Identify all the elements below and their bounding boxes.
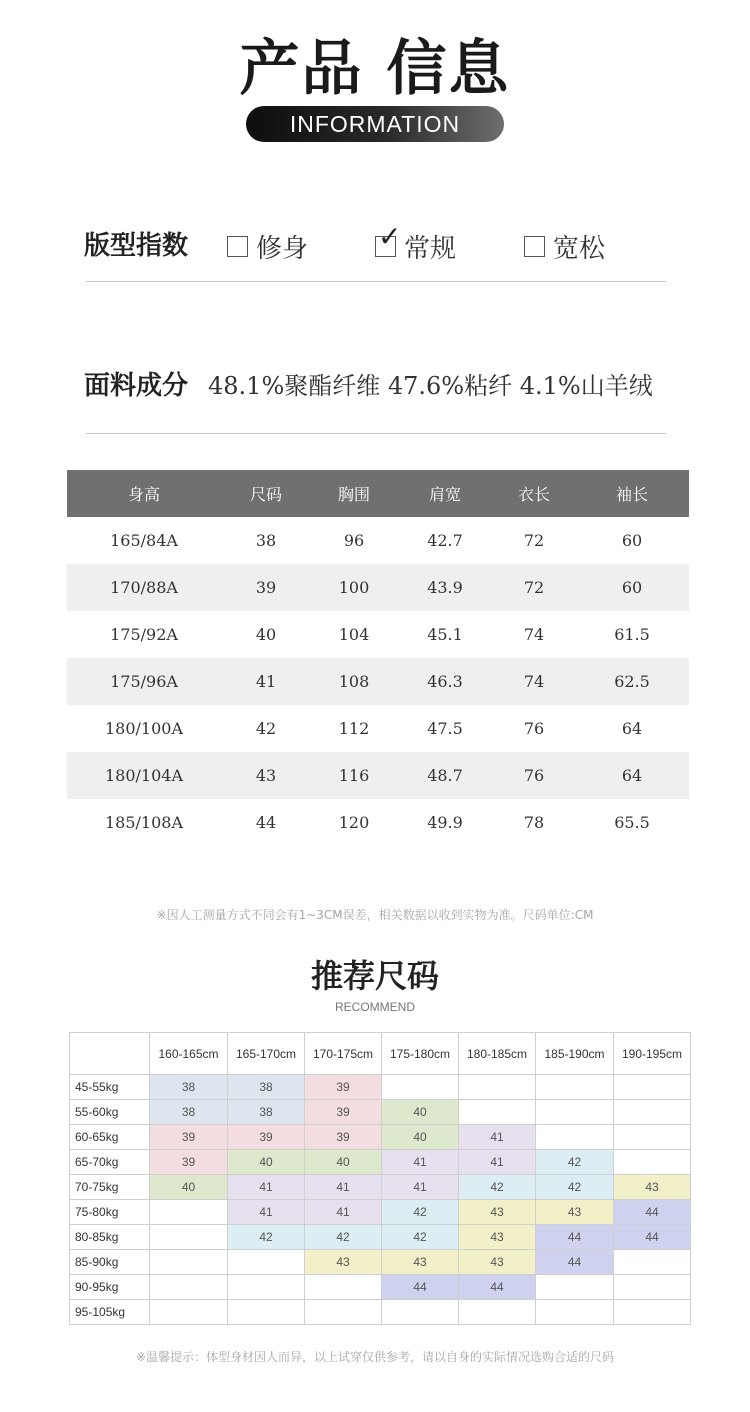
table-row bbox=[67, 658, 689, 705]
grid-row bbox=[70, 1275, 691, 1300]
table-cell: 60 bbox=[575, 564, 689, 611]
size-cell bbox=[459, 1075, 536, 1100]
size-cell bbox=[536, 1100, 614, 1125]
size-cell bbox=[614, 1150, 691, 1175]
table-cell: 60 bbox=[621, 531, 643, 550]
weight-label: 70-75kg bbox=[70, 1175, 150, 1200]
grid-row bbox=[70, 1100, 691, 1125]
size-cell bbox=[150, 1275, 228, 1300]
table-cell: 78 bbox=[523, 813, 545, 832]
size-cell: 44 bbox=[536, 1250, 614, 1275]
table-cell: 112 bbox=[338, 719, 370, 738]
table-cell: 76 bbox=[493, 752, 575, 799]
table-row bbox=[67, 799, 689, 846]
grid-row bbox=[70, 1225, 691, 1250]
fit-option-label: 宽松 bbox=[553, 233, 606, 264]
size-cell: 41 bbox=[228, 1200, 305, 1225]
size-cell bbox=[536, 1275, 614, 1300]
size-cell bbox=[536, 1075, 614, 1100]
size-cell bbox=[150, 1200, 228, 1225]
table-cell: 39 bbox=[221, 564, 311, 611]
size-cell: 43 bbox=[382, 1250, 459, 1275]
size-cell bbox=[614, 1250, 691, 1275]
column-header: 衣长 bbox=[493, 470, 575, 517]
weight-label: 65-70kg bbox=[70, 1150, 150, 1175]
size-cell: 43 bbox=[305, 1250, 382, 1275]
weight-label: 90-95kg bbox=[70, 1275, 150, 1300]
size-cell bbox=[150, 1250, 228, 1275]
size-cell: 41 bbox=[459, 1125, 536, 1150]
size-cell: 39 bbox=[150, 1150, 228, 1175]
recommend-subtitle: RECOMMEND bbox=[335, 1000, 415, 1014]
size-cell bbox=[614, 1075, 691, 1100]
size-spec-table bbox=[67, 470, 689, 846]
table-cell: 41 bbox=[221, 658, 311, 705]
grid-body bbox=[70, 1075, 691, 1325]
size-cell: 43 bbox=[459, 1225, 536, 1250]
fit-option-label: 常规 bbox=[404, 233, 457, 264]
table-cell: 104 bbox=[338, 625, 370, 644]
size-cell: 44 bbox=[614, 1225, 691, 1250]
size-cell: 42 bbox=[382, 1200, 459, 1225]
table-cell: 185/108A bbox=[104, 813, 184, 832]
weight-label: 85-90kg bbox=[70, 1250, 150, 1275]
fit-option-regular[interactable] bbox=[375, 219, 457, 268]
table-cell: 46.3 bbox=[397, 658, 493, 705]
grid-row bbox=[70, 1250, 691, 1275]
weight-label: 75-80kg bbox=[70, 1200, 150, 1225]
table-cell: 48.7 bbox=[397, 752, 493, 799]
size-cell: 42 bbox=[305, 1225, 382, 1250]
table-cell: 180/100A bbox=[104, 719, 184, 738]
size-cell: 40 bbox=[382, 1125, 459, 1150]
size-cell bbox=[614, 1275, 691, 1300]
size-cell bbox=[459, 1100, 536, 1125]
table-cell: 49.9 bbox=[427, 813, 463, 832]
size-cell: 41 bbox=[382, 1150, 459, 1175]
size-cell: 38 bbox=[150, 1075, 228, 1100]
weight-label: 55-60kg bbox=[70, 1100, 150, 1125]
divider bbox=[86, 281, 666, 282]
fabric-row bbox=[84, 364, 704, 408]
fit-index-row bbox=[84, 219, 668, 268]
size-cell: 39 bbox=[150, 1125, 228, 1150]
weight-label: 60-65kg bbox=[70, 1125, 150, 1150]
table-cell: 43.9 bbox=[397, 564, 493, 611]
grid-row bbox=[70, 1075, 691, 1100]
height-header: 180-185cm bbox=[459, 1033, 536, 1075]
table-cell: 43 bbox=[221, 752, 311, 799]
size-cell: 40 bbox=[228, 1150, 305, 1175]
size-cell: 39 bbox=[305, 1075, 382, 1100]
column-header: 尺码 bbox=[221, 470, 311, 517]
size-cell bbox=[536, 1125, 614, 1150]
fit-option-loose[interactable] bbox=[524, 224, 605, 268]
table-cell: 44 bbox=[255, 813, 277, 832]
size-cell: 44 bbox=[614, 1200, 691, 1225]
size-cell bbox=[614, 1100, 691, 1125]
size-cell bbox=[305, 1300, 382, 1325]
size-cell bbox=[228, 1250, 305, 1275]
table-cell: 165/84A bbox=[110, 531, 178, 550]
divider bbox=[86, 433, 666, 434]
fabric-label: 面料成分 bbox=[84, 371, 189, 401]
table-cell: 42.7 bbox=[427, 531, 463, 550]
checkmark-icon: ✓ bbox=[378, 219, 402, 253]
weight-label: 95-105kg bbox=[70, 1300, 150, 1325]
size-cell: 44 bbox=[459, 1275, 536, 1300]
table-cell: 180/104A bbox=[67, 752, 221, 799]
grid-row bbox=[70, 1300, 691, 1325]
fit-option-label: 修身 bbox=[256, 233, 309, 264]
table-cell: 72 bbox=[523, 531, 545, 550]
height-header: 170-175cm bbox=[305, 1033, 382, 1075]
checkbox-checked-icon bbox=[375, 219, 402, 257]
size-cell bbox=[228, 1300, 305, 1325]
tip-note: ※温馨提示：体型身材因人而异，以上试穿仅供参考，请以自身的实际情况选购合适的尺码 bbox=[135, 1350, 615, 1364]
size-cell bbox=[150, 1300, 228, 1325]
size-cell: 38 bbox=[228, 1100, 305, 1125]
size-cell: 42 bbox=[536, 1175, 614, 1200]
table-cell: 76 bbox=[523, 719, 545, 738]
size-cell: 44 bbox=[536, 1225, 614, 1250]
table-row bbox=[67, 611, 689, 658]
size-cell bbox=[614, 1125, 691, 1150]
table-cell: 175/96A bbox=[67, 658, 221, 705]
grid-corner bbox=[70, 1033, 150, 1075]
size-cell bbox=[614, 1300, 691, 1325]
size-cell: 41 bbox=[382, 1175, 459, 1200]
size-cell bbox=[459, 1300, 536, 1325]
size-cell bbox=[382, 1300, 459, 1325]
table-row bbox=[67, 564, 689, 611]
size-cell: 39 bbox=[228, 1125, 305, 1150]
table-header-row bbox=[67, 470, 689, 517]
size-cell: 41 bbox=[305, 1175, 382, 1200]
column-header: 肩宽 bbox=[397, 470, 493, 517]
size-cell: 41 bbox=[459, 1150, 536, 1175]
table-row bbox=[67, 705, 689, 752]
table-row bbox=[67, 517, 689, 564]
column-header: 袖长 bbox=[575, 470, 689, 517]
table-cell: 116 bbox=[311, 752, 397, 799]
size-cell: 39 bbox=[305, 1125, 382, 1150]
measurement-note: ※因人工测量方式不同会有1~3CM误差，相关数据以收到实物为准。尺码单位:CM bbox=[156, 908, 594, 922]
size-cell: 42 bbox=[536, 1150, 614, 1175]
height-header: 160-165cm bbox=[150, 1033, 228, 1075]
weight-label: 80-85kg bbox=[70, 1225, 150, 1250]
table-cell: 65.5 bbox=[614, 813, 650, 832]
checkbox-icon bbox=[524, 236, 545, 257]
table-cell: 47.5 bbox=[427, 719, 463, 738]
weight-label: 45-55kg bbox=[70, 1075, 150, 1100]
size-cell: 42 bbox=[459, 1175, 536, 1200]
column-header: 身高 bbox=[67, 470, 221, 517]
size-cell: 42 bbox=[228, 1225, 305, 1250]
size-cell: 43 bbox=[536, 1200, 614, 1225]
table-cell: 74 bbox=[523, 625, 545, 644]
page-title: 产品 信息 bbox=[239, 34, 511, 104]
table-cell: 61.5 bbox=[614, 625, 650, 644]
column-header: 胸围 bbox=[311, 470, 397, 517]
size-cell bbox=[305, 1275, 382, 1300]
table-cell: 40 bbox=[255, 625, 277, 644]
recommend-size-grid bbox=[69, 1032, 691, 1325]
table-cell: 42 bbox=[255, 719, 277, 738]
grid-row bbox=[70, 1175, 691, 1200]
size-cell: 44 bbox=[382, 1275, 459, 1300]
size-cell: 43 bbox=[459, 1250, 536, 1275]
size-cell bbox=[150, 1225, 228, 1250]
height-header: 175-180cm bbox=[382, 1033, 459, 1075]
size-cell: 41 bbox=[228, 1175, 305, 1200]
information-banner: INFORMATION bbox=[246, 106, 504, 142]
size-cell: 40 bbox=[305, 1150, 382, 1175]
size-cell: 42 bbox=[382, 1225, 459, 1250]
size-cell: 43 bbox=[614, 1175, 691, 1200]
size-spec-body bbox=[67, 517, 689, 846]
table-cell: 120 bbox=[338, 813, 370, 832]
table-cell: 100 bbox=[311, 564, 397, 611]
size-cell: 39 bbox=[305, 1100, 382, 1125]
table-cell: 108 bbox=[311, 658, 397, 705]
height-header: 185-190cm bbox=[536, 1033, 614, 1075]
size-cell bbox=[536, 1300, 614, 1325]
table-cell: 45.1 bbox=[427, 625, 463, 644]
fit-option-slim[interactable] bbox=[227, 224, 308, 268]
size-cell: 38 bbox=[228, 1075, 305, 1100]
table-cell: 62.5 bbox=[575, 658, 689, 705]
size-cell: 43 bbox=[459, 1200, 536, 1225]
size-cell: 40 bbox=[382, 1100, 459, 1125]
checkbox-icon bbox=[227, 236, 248, 257]
size-cell bbox=[382, 1075, 459, 1100]
table-cell: 96 bbox=[343, 531, 365, 550]
table-cell: 170/88A bbox=[67, 564, 221, 611]
size-cell: 41 bbox=[305, 1200, 382, 1225]
grid-header-row bbox=[70, 1033, 691, 1075]
table-row bbox=[67, 752, 689, 799]
table-cell: 64 bbox=[621, 719, 643, 738]
table-cell: 74 bbox=[493, 658, 575, 705]
height-header: 165-170cm bbox=[228, 1033, 305, 1075]
fit-index-label: 版型指数 bbox=[84, 231, 189, 261]
table-cell: 64 bbox=[575, 752, 689, 799]
size-cell bbox=[228, 1275, 305, 1300]
grid-row bbox=[70, 1200, 691, 1225]
height-header: 190-195cm bbox=[614, 1033, 691, 1075]
table-cell: 72 bbox=[493, 564, 575, 611]
grid-row bbox=[70, 1125, 691, 1150]
fabric-composition: 48.1%聚酯纤维 47.6%粘纤 4.1%山羊绒 bbox=[208, 372, 653, 400]
size-cell: 38 bbox=[150, 1100, 228, 1125]
recommend-title: 推荐尺码 bbox=[310, 957, 439, 995]
grid-row bbox=[70, 1150, 691, 1175]
table-cell: 38 bbox=[255, 531, 277, 550]
table-cell: 175/92A bbox=[110, 625, 178, 644]
size-cell: 40 bbox=[150, 1175, 228, 1200]
